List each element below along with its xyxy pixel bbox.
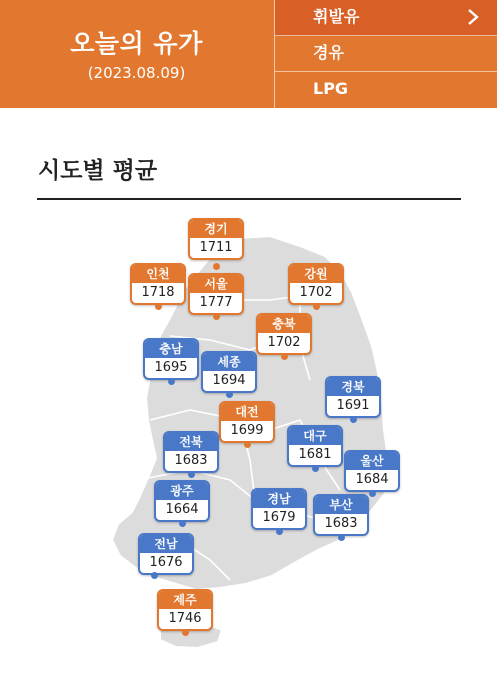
- location-dot: [179, 520, 186, 527]
- location-dot: [213, 313, 220, 320]
- region-marker-sejong[interactable]: [201, 351, 257, 393]
- region-name: 대전: [221, 403, 273, 421]
- location-dot: [281, 353, 288, 360]
- region-marker-ulsan[interactable]: [344, 450, 400, 492]
- region-marker-gyeongbuk[interactable]: [325, 376, 381, 418]
- location-dot: [350, 416, 357, 423]
- region-marker-gyeonggi[interactable]: [188, 218, 244, 260]
- location-dot: [313, 303, 320, 310]
- tab-gasoline-label: 휘발유: [313, 7, 360, 26]
- region-price: 1694: [212, 373, 246, 388]
- location-dot: [312, 465, 319, 472]
- region-price: 1681: [298, 447, 332, 462]
- region-marker-incheon[interactable]: [130, 263, 186, 305]
- location-dot: [155, 303, 162, 310]
- tab-lpg-label: LPG: [313, 79, 349, 98]
- region-name: 대구: [289, 427, 341, 445]
- region-name: 충남: [145, 340, 197, 358]
- region-price: 1718: [141, 285, 175, 300]
- region-marker-gangwon[interactable]: [288, 263, 344, 305]
- region-price: 1699: [230, 423, 264, 438]
- region-name: 충북: [258, 315, 310, 333]
- section-title: 시도별 평균: [38, 158, 158, 184]
- region-price: 1683: [174, 453, 208, 468]
- region-marker-daejeon[interactable]: [219, 401, 275, 443]
- page-title: 오늘의 유가: [70, 29, 203, 58]
- region-price: 1777: [199, 295, 233, 310]
- region-marker-busan[interactable]: [313, 494, 369, 536]
- region-marker-daegu[interactable]: [287, 425, 343, 467]
- region-marker-gwangju[interactable]: [154, 480, 210, 522]
- location-dot: [151, 572, 158, 579]
- region-name: 강원: [290, 265, 342, 283]
- region-marker-chungbuk[interactable]: [256, 313, 312, 355]
- location-dot: [168, 378, 175, 385]
- region-marker-gyeongnam[interactable]: [251, 488, 307, 530]
- location-dot: [244, 441, 251, 448]
- region-name: 인천: [132, 265, 184, 283]
- location-dot: [338, 534, 345, 541]
- location-dot: [213, 263, 220, 270]
- region-name: 경북: [327, 378, 379, 396]
- region-price: 1664: [165, 502, 199, 517]
- region-marker-seoul[interactable]: [188, 273, 244, 315]
- region-marker-jeonbuk[interactable]: [163, 431, 219, 473]
- region-price: 1683: [324, 516, 358, 531]
- location-dot: [226, 391, 233, 398]
- tab-diesel-label: 경유: [313, 43, 344, 62]
- region-price: 1691: [336, 398, 370, 413]
- location-dot: [182, 629, 189, 636]
- price-date: (2023.08.09): [87, 64, 186, 82]
- region-price: 1676: [149, 555, 183, 570]
- region-name: 제주: [159, 591, 211, 609]
- region-marker-chungnam[interactable]: [143, 338, 199, 380]
- location-dot: [188, 471, 195, 478]
- location-dot: [369, 490, 376, 497]
- region-price: 1711: [199, 240, 233, 255]
- region-name: 세종: [203, 353, 255, 371]
- region-name: 경남: [253, 490, 305, 508]
- region-name: 울산: [346, 452, 398, 470]
- region-marker-jeonnam[interactable]: [138, 533, 194, 575]
- region-name: 광주: [156, 482, 208, 500]
- region-price: 1702: [299, 285, 333, 300]
- region-price: 1702: [267, 335, 301, 350]
- region-price: 1684: [355, 472, 389, 487]
- region-name: 서울: [190, 275, 242, 293]
- region-name: 전남: [140, 535, 192, 553]
- region-price: 1695: [154, 360, 188, 375]
- region-marker-jeju[interactable]: [157, 589, 213, 631]
- region-name: 전북: [165, 433, 217, 451]
- location-dot: [276, 528, 283, 535]
- region-name: 부산: [315, 496, 367, 514]
- region-price: 1679: [262, 510, 296, 525]
- region-name: 경기: [190, 220, 242, 238]
- region-price: 1746: [168, 611, 202, 626]
